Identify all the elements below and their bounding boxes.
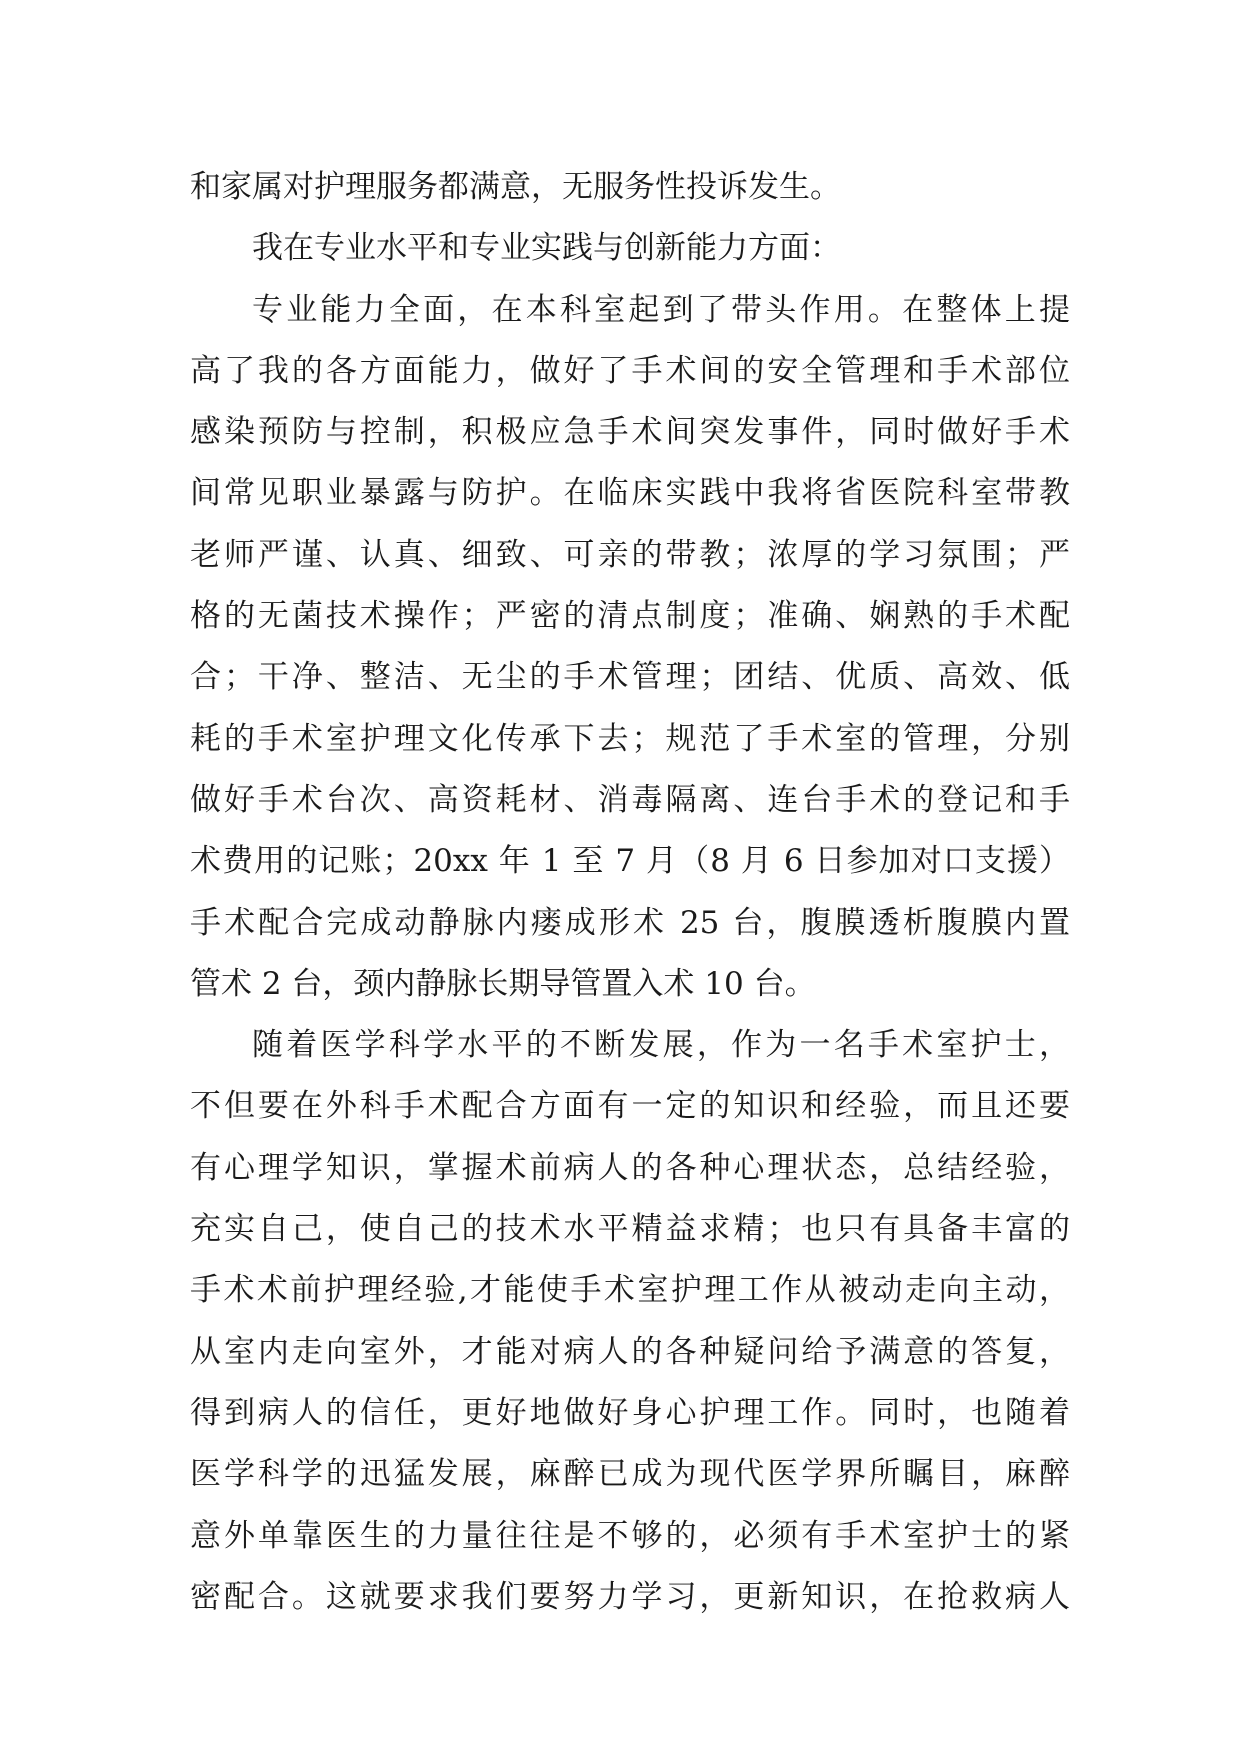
text-line: 耗的手术室护理文化传承下去；规范了手术室的管理，分别 (190, 720, 1070, 757)
text-line: 间常见职业暴露与防护。在临床实践中我将省医院科室带教 (190, 475, 1070, 512)
text-line: 从室内走向室外，才能对病人的各种疑问给予满意的答复， (190, 1333, 1070, 1370)
text-line: 得到病人的信任，更好地做好身心护理工作。同时，也随着 (190, 1394, 1070, 1431)
text-line: 术费用的记账；20xx 年 1 至 7 月（8 月 6 日参加对口支援） (190, 843, 1070, 880)
text-line: 做好手术台次、高资耗材、消毒隔离、连台手术的登记和手 (190, 781, 1070, 818)
text-line: 高了我的各方面能力，做好了手术间的安全管理和手术部位 (190, 352, 1070, 389)
text-line: 手术术前护理经验,才能使手术室护理工作从被动走向主动， (190, 1272, 1070, 1309)
text-line: 感染预防与控制，积极应急手术间突发事件，同时做好手术 (190, 414, 1070, 451)
text-line: 手术配合完成动静脉内瘘成形术 25 台，腹膜透析腹膜内置 (190, 904, 1070, 941)
text-line: 充实自己，使自己的技术水平精益求精；也只有具备丰富的 (190, 1211, 1070, 1248)
document-body (190, 157, 1070, 1628)
text-line: 和家属对护理服务都满意，无服务性投诉发生。 (190, 169, 841, 205)
text-line: 我在专业水平和专业实践与创新能力方面： (252, 230, 841, 267)
text-line: 不但要在外科手术配合方面有一定的知识和经验，而且还要 (190, 1088, 1070, 1125)
text-line: 专业能力全面，在本科室起到了带头作用。在整体上提 (252, 291, 1070, 328)
text-line: 合；干净、整洁、无尘的手术管理；团结、优质、高效、低 (190, 659, 1070, 696)
text-line: 随着医学科学水平的不断发展，作为一名手术室护士， (252, 1027, 1070, 1064)
text-line: 医学科学的迅猛发展，麻醉已成为现代医学界所瞩目，麻醉 (190, 1456, 1070, 1493)
text-line: 意外单靠医生的力量往往是不够的，必须有手术室护士的紧 (190, 1517, 1070, 1554)
text-line: 老师严谨、认真、细致、可亲的带教；浓厚的学习氛围；严 (190, 536, 1070, 573)
text-line: 管术 2 台，颈内静脉长期导管置入术 10 台。 (190, 965, 816, 1002)
text-line: 密配合。这就要求我们要努力学习，更新知识，在抢救病人 (190, 1578, 1070, 1615)
text-line: 格的无菌技术操作；严密的清点制度；准确、娴熟的手术配 (190, 598, 1070, 635)
text-line: 有心理学知识，掌握术前病人的各种心理状态，总结经验， (190, 1149, 1070, 1186)
